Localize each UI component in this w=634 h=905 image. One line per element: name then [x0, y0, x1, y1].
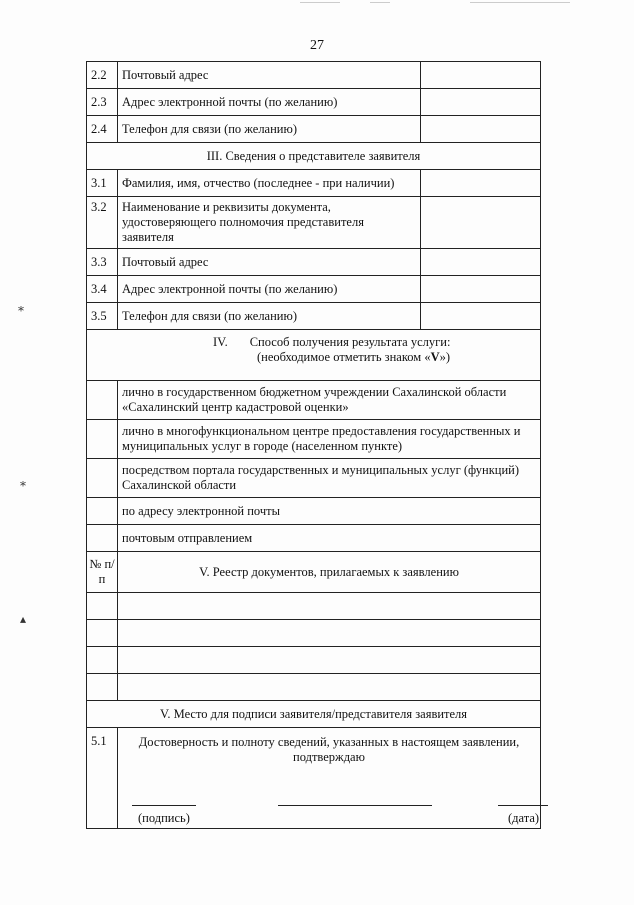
application-form-table [86, 61, 541, 829]
section4-header [87, 330, 541, 381]
row-number: 3.1 [87, 170, 118, 197]
input-cell[interactable] [421, 170, 541, 197]
row-number: 3.2 [87, 197, 118, 249]
row-label: Телефон для связи (по желанию) [118, 303, 421, 330]
row-label: Адрес электронной почты (по желанию) [118, 276, 421, 303]
registry-doc-cell[interactable] [118, 674, 541, 701]
top-edge-mark-3 [470, 2, 570, 3]
date-caption: (дата) [508, 811, 540, 825]
delivery-option-label: по адресу электронной почты [118, 498, 541, 525]
registry-doc-cell[interactable] [118, 593, 541, 620]
row-label: Адрес электронной почты (по желанию) [118, 89, 421, 116]
signature-line[interactable] [132, 805, 196, 806]
registry-header-row [87, 552, 541, 593]
table-row [87, 276, 541, 303]
section4-note: (необходимое отметить знаком «V») [257, 350, 451, 364]
checkbox-cell[interactable] [87, 498, 118, 525]
table-row [87, 116, 541, 143]
row-label: Почтовый адрес [118, 62, 421, 89]
section5-title: V. Место для подписи заявителя/представителя заявителя [87, 701, 541, 728]
delivery-option-label: посредством портала государственных и муниципальных услуг (функций) Сахалинской области [118, 459, 541, 498]
signature-cell [118, 728, 541, 829]
section4-title: Способ получения результата услуги: [249, 335, 451, 349]
delivery-option-row [87, 525, 541, 552]
registry-num-cell[interactable] [87, 593, 118, 620]
registry-doc-cell[interactable] [118, 620, 541, 647]
row-number: 5.1 [87, 728, 118, 829]
row-label: Телефон для связи (по желанию) [118, 116, 421, 143]
table-row [87, 249, 541, 276]
scan-mark: ⁎ [20, 475, 26, 489]
scan-mark: ⁎ [18, 300, 24, 314]
delivery-option-row [87, 459, 541, 498]
page-number: 27 [310, 38, 324, 53]
top-edge-mark-1 [300, 2, 340, 3]
row-number: 2.2 [87, 62, 118, 89]
checkbox-cell[interactable] [87, 459, 118, 498]
registry-row [87, 620, 541, 647]
registry-row [87, 674, 541, 701]
signature-caption: (подпись) [138, 811, 190, 825]
delivery-option-row [87, 498, 541, 525]
top-edge-mark-2 [370, 2, 390, 3]
registry-num-header: № п/п [87, 552, 118, 593]
registry-row [87, 593, 541, 620]
input-cell[interactable] [421, 89, 541, 116]
table-row [87, 197, 541, 249]
section-header-row [87, 701, 541, 728]
table-row [87, 62, 541, 89]
row-number: 2.4 [87, 116, 118, 143]
registry-title: V. Реестр документов, прилагаемых к заявлению [118, 552, 541, 593]
input-cell[interactable] [421, 249, 541, 276]
section3-title: III. Сведения о представителе заявителя [87, 143, 541, 170]
registry-num-cell[interactable] [87, 620, 118, 647]
signature-statement: Достоверность и полноту сведений, указанных в настоящем заявлении, подтверждаю [138, 735, 520, 764]
input-cell[interactable] [421, 303, 541, 330]
section4-roman: IV. [213, 335, 228, 349]
input-cell[interactable] [421, 276, 541, 303]
table-row [87, 303, 541, 330]
table-row [87, 170, 541, 197]
registry-num-cell[interactable] [87, 674, 118, 701]
section-header-row [87, 143, 541, 170]
date-line[interactable] [498, 805, 548, 806]
row-number: 3.5 [87, 303, 118, 330]
delivery-option-label: лично в государственном бюджетном учреждении Сахалинской области «Сахалинский центр кадастровой оценки» [118, 381, 541, 420]
row-number: 2.3 [87, 89, 118, 116]
signature-row [87, 728, 541, 829]
input-cell[interactable] [421, 116, 541, 143]
row-label: Наименование и реквизиты документа, удостоверяющего полномочия представителя заявителя [118, 197, 421, 249]
registry-row [87, 647, 541, 674]
name-line[interactable] [278, 805, 432, 806]
row-label: Фамилия, имя, отчество (последнее - при наличии) [118, 170, 421, 197]
delivery-option-row [87, 420, 541, 459]
delivery-option-label: почтовым отправлением [118, 525, 541, 552]
section-header-row [87, 330, 541, 381]
table-row [87, 89, 541, 116]
input-cell[interactable] [421, 197, 541, 249]
checkbox-cell[interactable] [87, 381, 118, 420]
input-cell[interactable] [421, 62, 541, 89]
scan-mark: ▴ [20, 612, 27, 626]
delivery-option-label: лично в многофункциональном центре предоставления государственных и муниципальных услуг в городе (населенном пункте) [118, 420, 541, 459]
registry-num-cell[interactable] [87, 647, 118, 674]
checkbox-cell[interactable] [87, 525, 118, 552]
delivery-option-row [87, 381, 541, 420]
registry-doc-cell[interactable] [118, 647, 541, 674]
row-number: 3.4 [87, 276, 118, 303]
checkbox-cell[interactable] [87, 420, 118, 459]
row-number: 3.3 [87, 249, 118, 276]
row-label: Почтовый адрес [118, 249, 421, 276]
